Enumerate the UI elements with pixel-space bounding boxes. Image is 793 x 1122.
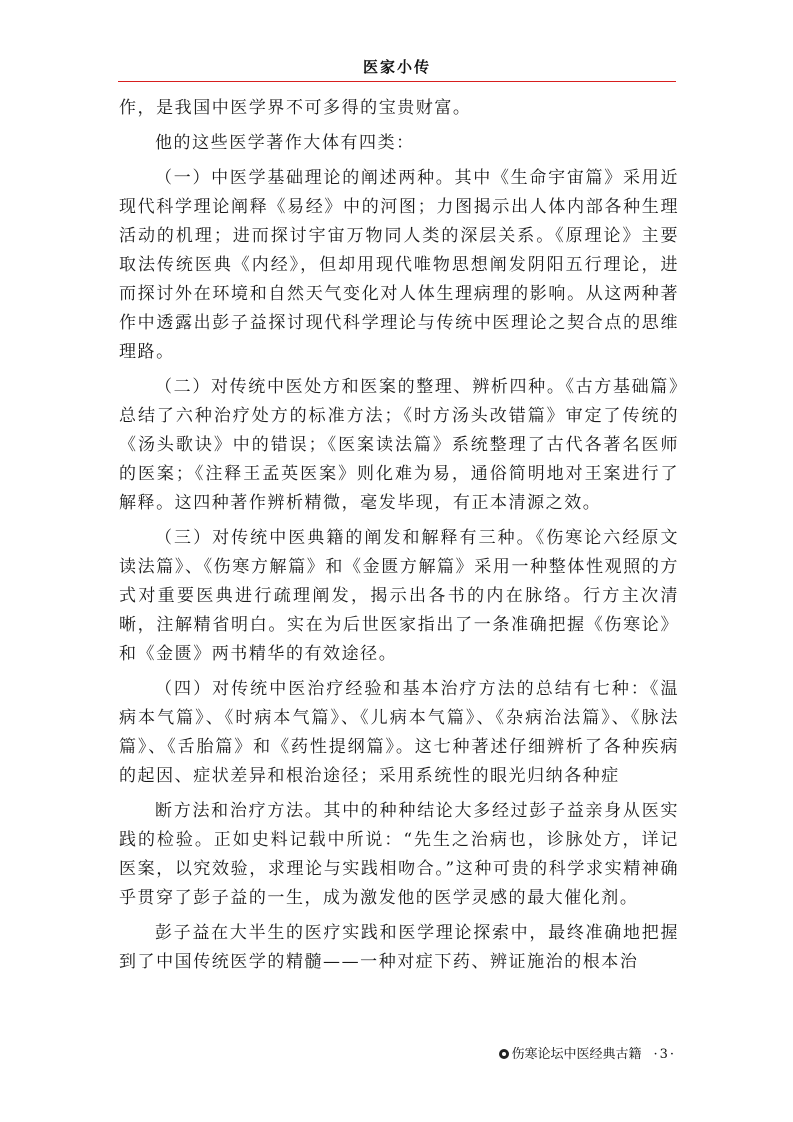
paragraph-category-4: （四）对传统中医治疗经验和基本治疗方法的总结有七种：《温病本气篇》、《时病本气篇》、《儿病本气篇》、《杂病治法篇》、《脉法篇》、《舌胎篇》和《药性提纲篇》。这七种著述仔细辨析了各种疾病的起因、症状差异和根治途径；采用系统性的眼光归纳各种症 <box>119 679 679 786</box>
footer-source: 伤寒论坛中医经典古籍 <box>511 1047 642 1062</box>
running-header-title: 医家小传 <box>362 58 431 76</box>
page-footer <box>499 1043 676 1062</box>
paragraph-category-2: （二）对传统中医处方和医案的整理、辨析四种。《古方基础篇》总结了六种治疗处方的标准方法；《时方汤头改错篇》审定了传统的《汤头歌诀》中的错误；《医案读法篇》系统整理了古代各著名医师的医案；《注释王孟英医案》则化难为易，通俗简明地对王案进行了解释。这四种著作辨析精微，毫发毕现，有正本清源之效。 <box>119 377 679 513</box>
paragraph-continuation: 作，是我国中医学界不可多得的宝贵财富。 <box>119 98 472 118</box>
header-divider <box>118 81 676 82</box>
circle-logo-icon <box>499 1049 509 1059</box>
paragraph-category-3: （三）对传统中医典籍的阐发和解释有三种。《伤寒论六经原文读法篇》、《伤寒方解篇》和《金匮方解篇》采用一种整体性观照的方式对重要医典进行疏理阐发，揭示出各书的内在脉络。行方主次清晰，注解精省明白。实在为后世医家指出了一条准确把握《伤寒论》和《金匮》两书精华的有效途径。 <box>119 528 679 664</box>
paragraph-intro: 他的这些医学著作大体有四类： <box>155 133 415 153</box>
paragraph-practice: 断方法和治疗方法。其中的种种结论大多经过彭子益亲身从医实践的检验。正如史料记载中所说：“先生之治病也，诊脉处方，详记医案，以究效验，求理论与实践相吻合。”这种可贵的科学求实精神确乎贯穿了彭子益的一生，成为激发他的医学灵感的最大催化剂。 <box>119 801 679 908</box>
page-number: ·3· <box>653 1047 676 1062</box>
paragraph-essence: 彭子益在大半生的医疗实践和医学理论探索中，最终准确地把握到了中国传统医学的精髓——一种对症下药、辨证施治的根本治 <box>119 923 679 972</box>
paragraph-category-1: （一）中医学基础理论的阐述两种。其中《生命宇宙篇》采用近现代科学理论阐释《易经》中的河图；力图揭示出人体内部各种生理活动的机理；进而探讨宇宙万物同人类的深层关系。《原理论》主要取法传统医典《内经》，但却用现代唯物思想阐发阴阳五行理论，进而探讨外在环境和自然天气变化对人体生理病理的影响。从这两种著作中透露出彭子益探讨现代科学理论与传统中医理论之契合点的思维理路。 <box>119 168 679 362</box>
body-text <box>119 94 679 983</box>
